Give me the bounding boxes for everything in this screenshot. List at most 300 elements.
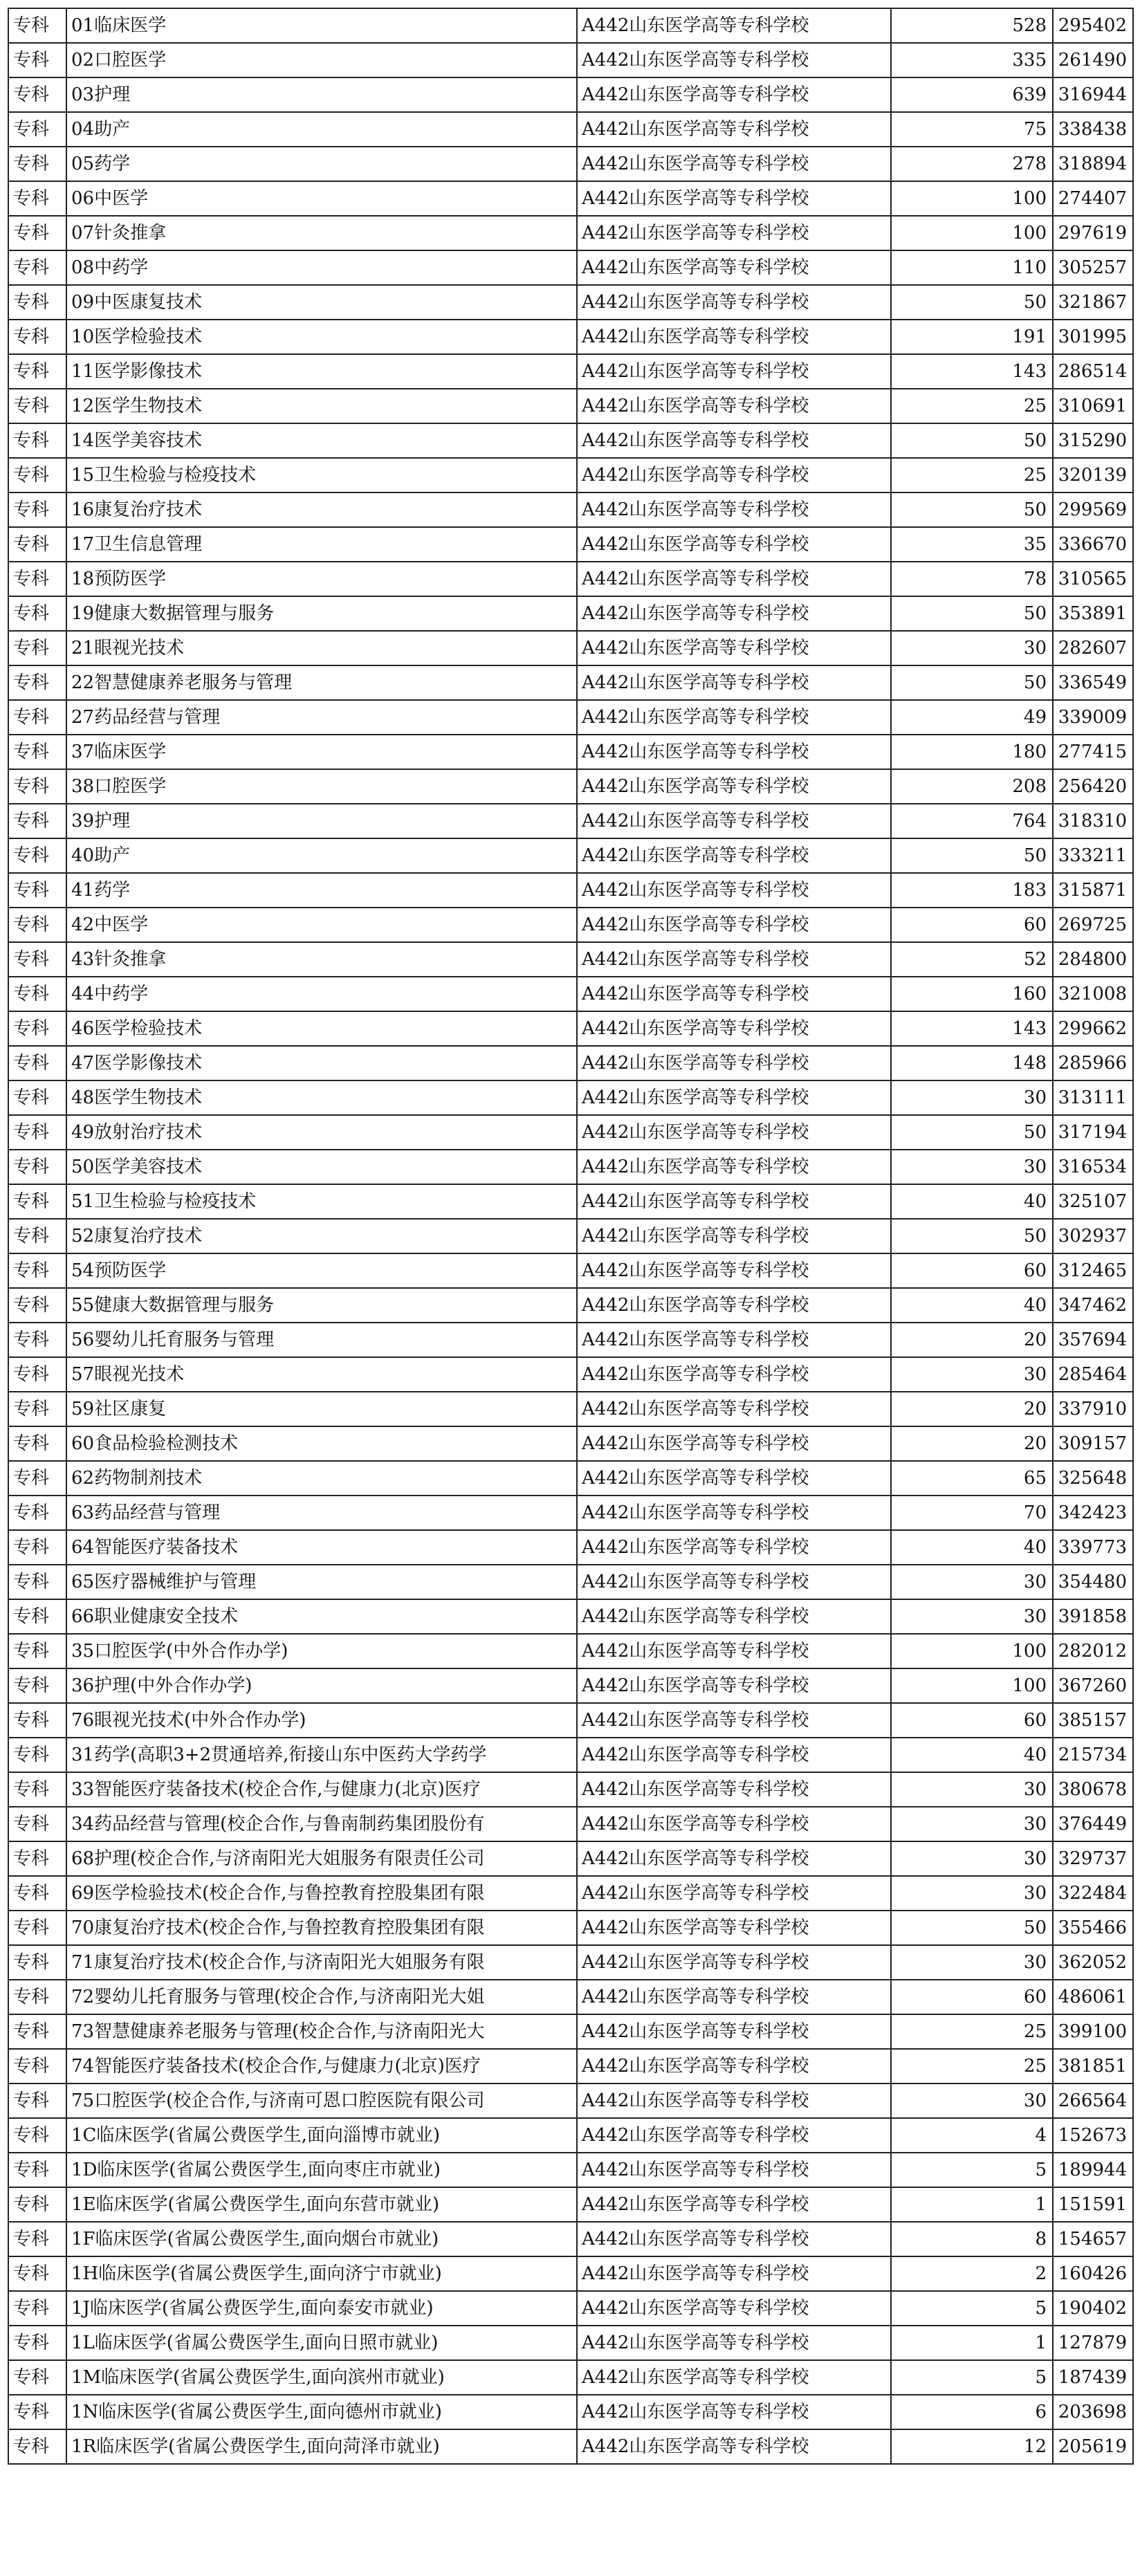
cell-school: A442山东医学高等专科学校 <box>577 389 891 423</box>
cell-rank: 152673 <box>1053 2118 1133 2153</box>
cell-level: 专科 <box>8 8 66 43</box>
cell-plan: 30 <box>891 1150 1053 1184</box>
cell-plan: 100 <box>891 181 1053 216</box>
table-row <box>8 1807 1133 1841</box>
table-row <box>8 147 1133 181</box>
cell-plan: 50 <box>891 1219 1053 1253</box>
table-row <box>8 1876 1133 1911</box>
cell-major: 64智能医疗装备技术 <box>66 1530 577 1565</box>
cell-level: 专科 <box>8 285 66 320</box>
cell-rank: 286514 <box>1053 354 1133 389</box>
cell-rank: 322484 <box>1053 1876 1133 1911</box>
cell-level: 专科 <box>8 838 66 873</box>
table-row <box>8 873 1133 908</box>
cell-major: 1C临床医学(省属公费医学生,面向淄博市就业) <box>66 2118 577 2153</box>
cell-major: 05药学 <box>66 147 577 181</box>
cell-plan: 50 <box>891 665 1053 700</box>
cell-level: 专科 <box>8 562 66 596</box>
cell-plan: 1 <box>891 2326 1053 2360</box>
table-row <box>8 804 1133 838</box>
table-row <box>8 2083 1133 2118</box>
cell-rank: 338438 <box>1053 112 1133 147</box>
table-row <box>8 1980 1133 2014</box>
table-row <box>8 43 1133 77</box>
cell-major: 56婴幼儿托育服务与管理 <box>66 1323 577 1357</box>
cell-level: 专科 <box>8 2291 66 2326</box>
cell-level: 专科 <box>8 1703 66 1738</box>
cell-rank: 333211 <box>1053 838 1133 873</box>
cell-plan: 20 <box>891 1392 1053 1426</box>
table-row <box>8 2118 1133 2153</box>
table-row <box>8 2429 1133 2464</box>
table-row <box>8 1219 1133 1253</box>
table-row <box>8 1565 1133 1599</box>
table-row <box>8 285 1133 320</box>
cell-school: A442山东医学高等专科学校 <box>577 493 891 527</box>
cell-rank: 325648 <box>1053 1461 1133 1496</box>
cell-major: 07针灸推拿 <box>66 216 577 250</box>
cell-school: A442山东医学高等专科学校 <box>577 2083 891 2118</box>
cell-rank: 385157 <box>1053 1703 1133 1738</box>
cell-school: A442山东医学高等专科学校 <box>577 908 891 942</box>
cell-school: A442山东医学高等专科学校 <box>577 2360 891 2395</box>
cell-rank: 486061 <box>1053 1980 1133 2014</box>
cell-level: 专科 <box>8 2360 66 2395</box>
cell-rank: 310565 <box>1053 562 1133 596</box>
cell-school: A442山东医学高等专科学校 <box>577 423 891 458</box>
cell-plan: 2 <box>891 2256 1053 2291</box>
cell-major: 41药学 <box>66 873 577 908</box>
cell-plan: 100 <box>891 1668 1053 1703</box>
cell-level: 专科 <box>8 1219 66 1253</box>
cell-rank: 316534 <box>1053 1150 1133 1184</box>
table-row <box>8 458 1133 493</box>
cell-rank: 274407 <box>1053 181 1133 216</box>
table-row <box>8 354 1133 389</box>
cell-school: A442山东医学高等专科学校 <box>577 43 891 77</box>
cell-school: A442山东医学高等专科学校 <box>577 562 891 596</box>
cell-rank: 310691 <box>1053 389 1133 423</box>
cell-rank: 285464 <box>1053 1357 1133 1392</box>
cell-level: 专科 <box>8 2014 66 2049</box>
cell-rank: 285966 <box>1053 1046 1133 1080</box>
table-row <box>8 1911 1133 1945</box>
table-row <box>8 942 1133 977</box>
cell-major: 44中药学 <box>66 977 577 1011</box>
cell-rank: 309157 <box>1053 1426 1133 1461</box>
table-row <box>8 1357 1133 1392</box>
table-row <box>8 216 1133 250</box>
cell-level: 专科 <box>8 1323 66 1357</box>
cell-plan: 50 <box>891 493 1053 527</box>
cell-plan: 60 <box>891 908 1053 942</box>
cell-plan: 50 <box>891 285 1053 320</box>
cell-school: A442山东医学高等专科学校 <box>577 1219 891 1253</box>
cell-level: 专科 <box>8 1841 66 1876</box>
cell-rank: 282607 <box>1053 631 1133 665</box>
cell-school: A442山东医学高等专科学校 <box>577 1253 891 1288</box>
cell-level: 专科 <box>8 1738 66 1772</box>
cell-plan: 5 <box>891 2360 1053 2395</box>
cell-level: 专科 <box>8 1046 66 1080</box>
cell-level: 专科 <box>8 1288 66 1323</box>
cell-major: 62药物制剂技术 <box>66 1461 577 1496</box>
cell-major: 1L临床医学(省属公费医学生,面向日照市就业) <box>66 2326 577 2360</box>
cell-plan: 40 <box>891 1530 1053 1565</box>
table-row <box>8 1496 1133 1530</box>
cell-rank: 336549 <box>1053 665 1133 700</box>
cell-level: 专科 <box>8 112 66 147</box>
table-row <box>8 838 1133 873</box>
cell-school: A442山东医学高等专科学校 <box>577 2014 891 2049</box>
cell-plan: 100 <box>891 216 1053 250</box>
table-body <box>8 8 1133 2464</box>
table-row <box>8 1703 1133 1738</box>
cell-level: 专科 <box>8 665 66 700</box>
cell-rank: 189944 <box>1053 2153 1133 2187</box>
cell-plan: 30 <box>891 631 1053 665</box>
cell-major: 39护理 <box>66 804 577 838</box>
cell-school: A442山东医学高等专科学校 <box>577 596 891 631</box>
cell-level: 专科 <box>8 1876 66 1911</box>
table-row <box>8 2256 1133 2291</box>
table-row <box>8 1046 1133 1080</box>
cell-plan: 30 <box>891 1357 1053 1392</box>
cell-rank: 339773 <box>1053 1530 1133 1565</box>
cell-major: 03护理 <box>66 77 577 112</box>
cell-rank: 380678 <box>1053 1772 1133 1807</box>
cell-school: A442山东医学高等专科学校 <box>577 2326 891 2360</box>
cell-rank: 301995 <box>1053 320 1133 354</box>
cell-school: A442山东医学高等专科学校 <box>577 1323 891 1357</box>
cell-level: 专科 <box>8 2256 66 2291</box>
cell-plan: 8 <box>891 2222 1053 2256</box>
cell-major: 1D临床医学(省属公费医学生,面向枣庄市就业) <box>66 2153 577 2187</box>
cell-plan: 40 <box>891 1184 1053 1219</box>
table-row <box>8 769 1133 804</box>
cell-rank: 154657 <box>1053 2222 1133 2256</box>
table-row <box>8 2360 1133 2395</box>
cell-level: 专科 <box>8 873 66 908</box>
cell-major: 35口腔医学(中外合作办学) <box>66 1634 577 1668</box>
cell-major: 63药品经营与管理 <box>66 1496 577 1530</box>
table-row <box>8 2326 1133 2360</box>
cell-school: A442山东医学高等专科学校 <box>577 1634 891 1668</box>
cell-plan: 12 <box>891 2429 1053 2464</box>
cell-major: 71康复治疗技术(校企合作,与济南阳光大姐服务有限 <box>66 1945 577 1980</box>
cell-rank: 367260 <box>1053 1668 1133 1703</box>
cell-level: 专科 <box>8 1668 66 1703</box>
cell-school: A442山东医学高等专科学校 <box>577 216 891 250</box>
cell-level: 专科 <box>8 769 66 804</box>
cell-rank: 329737 <box>1053 1841 1133 1876</box>
table-row <box>8 1184 1133 1219</box>
cell-rank: 277415 <box>1053 735 1133 769</box>
cell-plan: 180 <box>891 735 1053 769</box>
cell-level: 专科 <box>8 423 66 458</box>
cell-major: 37临床医学 <box>66 735 577 769</box>
cell-plan: 4 <box>891 2118 1053 2153</box>
cell-school: A442山东医学高等专科学校 <box>577 1046 891 1080</box>
cell-plan: 30 <box>891 1772 1053 1807</box>
cell-school: A442山东医学高等专科学校 <box>577 250 891 285</box>
cell-plan: 5 <box>891 2291 1053 2326</box>
table-row <box>8 8 1133 43</box>
cell-school: A442山东医学高等专科学校 <box>577 112 891 147</box>
cell-rank: 357694 <box>1053 1323 1133 1357</box>
cell-rank: 353891 <box>1053 596 1133 631</box>
cell-level: 专科 <box>8 2083 66 2118</box>
cell-school: A442山东医学高等专科学校 <box>577 1772 891 1807</box>
cell-major: 1J临床医学(省属公费医学生,面向泰安市就业) <box>66 2291 577 2326</box>
cell-level: 专科 <box>8 1634 66 1668</box>
table-row <box>8 1461 1133 1496</box>
cell-level: 专科 <box>8 700 66 735</box>
table-row <box>8 1080 1133 1115</box>
table-row <box>8 2395 1133 2429</box>
cell-major: 04助产 <box>66 112 577 147</box>
table-row <box>8 423 1133 458</box>
cell-rank: 299662 <box>1053 1011 1133 1046</box>
cell-plan: 278 <box>891 147 1053 181</box>
cell-plan: 50 <box>891 1115 1053 1150</box>
cell-school: A442山东医学高等专科学校 <box>577 147 891 181</box>
cell-rank: 305257 <box>1053 250 1133 285</box>
cell-major: 06中医学 <box>66 181 577 216</box>
cell-school: A442山东医学高等专科学校 <box>577 1288 891 1323</box>
table-row <box>8 389 1133 423</box>
table-row <box>8 665 1133 700</box>
cell-plan: 143 <box>891 1011 1053 1046</box>
cell-major: 49放射治疗技术 <box>66 1115 577 1150</box>
cell-rank: 205619 <box>1053 2429 1133 2464</box>
table-row <box>8 596 1133 631</box>
cell-major: 19健康大数据管理与服务 <box>66 596 577 631</box>
cell-rank: 391858 <box>1053 1599 1133 1634</box>
cell-plan: 183 <box>891 873 1053 908</box>
cell-school: A442山东医学高等专科学校 <box>577 1184 891 1219</box>
cell-plan: 30 <box>891 2083 1053 2118</box>
cell-rank: 127879 <box>1053 2326 1133 2360</box>
table-row <box>8 631 1133 665</box>
table-row <box>8 700 1133 735</box>
cell-major: 1E临床医学(省属公费医学生,面向东营市就业) <box>66 2187 577 2222</box>
cell-level: 专科 <box>8 1253 66 1288</box>
cell-major: 16康复治疗技术 <box>66 493 577 527</box>
cell-level: 专科 <box>8 2222 66 2256</box>
cell-plan: 49 <box>891 700 1053 735</box>
cell-rank: 302937 <box>1053 1219 1133 1253</box>
table-row <box>8 112 1133 147</box>
cell-major: 48医学生物技术 <box>66 1080 577 1115</box>
cell-major: 76眼视光技术(中外合作办学) <box>66 1703 577 1738</box>
cell-major: 75口腔医学(校企合作,与济南可恩口腔医院有限公司 <box>66 2083 577 2118</box>
cell-school: A442山东医学高等专科学校 <box>577 1980 891 2014</box>
cell-school: A442山东医学高等专科学校 <box>577 2256 891 2291</box>
cell-level: 专科 <box>8 320 66 354</box>
table-row <box>8 320 1133 354</box>
cell-major: 11医学影像技术 <box>66 354 577 389</box>
cell-level: 专科 <box>8 735 66 769</box>
cell-rank: 261490 <box>1053 43 1133 77</box>
cell-school: A442山东医学高等专科学校 <box>577 285 891 320</box>
cell-plan: 30 <box>891 1876 1053 1911</box>
cell-plan: 5 <box>891 2153 1053 2187</box>
cell-school: A442山东医学高等专科学校 <box>577 804 891 838</box>
cell-major: 33智能医疗装备技术(校企合作,与健康力(北京)医疗 <box>66 1772 577 1807</box>
cell-plan: 30 <box>891 1807 1053 1841</box>
cell-level: 专科 <box>8 216 66 250</box>
cell-level: 专科 <box>8 1461 66 1496</box>
cell-rank: 256420 <box>1053 769 1133 804</box>
cell-level: 专科 <box>8 1357 66 1392</box>
cell-school: A442山东医学高等专科学校 <box>577 181 891 216</box>
cell-level: 专科 <box>8 942 66 977</box>
table-row <box>8 1599 1133 1634</box>
cell-level: 专科 <box>8 1150 66 1184</box>
cell-plan: 764 <box>891 804 1053 838</box>
cell-school: A442山东医学高等专科学校 <box>577 2118 891 2153</box>
table-row <box>8 1530 1133 1565</box>
cell-level: 专科 <box>8 804 66 838</box>
cell-rank: 325107 <box>1053 1184 1133 1219</box>
table-row <box>8 493 1133 527</box>
cell-plan: 40 <box>891 1288 1053 1323</box>
cell-school: A442山东医学高等专科学校 <box>577 700 891 735</box>
cell-level: 专科 <box>8 2429 66 2464</box>
cell-major: 74智能医疗装备技术(校企合作,与健康力(北京)医疗 <box>66 2049 577 2083</box>
cell-major: 10医学检验技术 <box>66 320 577 354</box>
cell-school: A442山东医学高等专科学校 <box>577 735 891 769</box>
cell-school: A442山东医学高等专科学校 <box>577 1530 891 1565</box>
cell-school: A442山东医学高等专科学校 <box>577 1357 891 1392</box>
cell-rank: 355466 <box>1053 1911 1133 1945</box>
table-row <box>8 181 1133 216</box>
cell-plan: 30 <box>891 1599 1053 1634</box>
cell-major: 1N临床医学(省属公费医学生,面向德州市就业) <box>66 2395 577 2429</box>
cell-rank: 347462 <box>1053 1288 1133 1323</box>
cell-plan: 25 <box>891 2049 1053 2083</box>
cell-major: 73智慧健康养老服务与管理(校企合作,与济南阳光大 <box>66 2014 577 2049</box>
cell-major: 60食品检验检测技术 <box>66 1426 577 1461</box>
cell-major: 18预防医学 <box>66 562 577 596</box>
cell-level: 专科 <box>8 1011 66 1046</box>
cell-school: A442山东医学高等专科学校 <box>577 8 891 43</box>
cell-level: 专科 <box>8 1772 66 1807</box>
cell-level: 专科 <box>8 1184 66 1219</box>
cell-rank: 318894 <box>1053 147 1133 181</box>
cell-major: 55健康大数据管理与服务 <box>66 1288 577 1323</box>
cell-level: 专科 <box>8 1426 66 1461</box>
cell-major: 1H临床医学(省属公费医学生,面向济宁市就业) <box>66 2256 577 2291</box>
cell-rank: 342423 <box>1053 1496 1133 1530</box>
cell-plan: 25 <box>891 458 1053 493</box>
cell-major: 21眼视光技术 <box>66 631 577 665</box>
cell-major: 43针灸推拿 <box>66 942 577 977</box>
cell-major: 09中医康复技术 <box>66 285 577 320</box>
cell-plan: 30 <box>891 1945 1053 1980</box>
table-row <box>8 2014 1133 2049</box>
cell-rank: 282012 <box>1053 1634 1133 1668</box>
cell-rank: 315871 <box>1053 873 1133 908</box>
cell-plan: 65 <box>891 1461 1053 1496</box>
table-row <box>8 2049 1133 2083</box>
cell-rank: 317194 <box>1053 1115 1133 1150</box>
cell-level: 专科 <box>8 1080 66 1115</box>
cell-rank: 312465 <box>1053 1253 1133 1288</box>
cell-level: 专科 <box>8 493 66 527</box>
cell-major: 38口腔医学 <box>66 769 577 804</box>
cell-level: 专科 <box>8 1807 66 1841</box>
cell-school: A442山东医学高等专科学校 <box>577 1876 891 1911</box>
table-row <box>8 2222 1133 2256</box>
cell-school: A442山东医学高等专科学校 <box>577 1392 891 1426</box>
table-row <box>8 1841 1133 1876</box>
table-row <box>8 1288 1133 1323</box>
cell-plan: 100 <box>891 1634 1053 1668</box>
cell-school: A442山东医学高等专科学校 <box>577 942 891 977</box>
cell-rank: 299569 <box>1053 493 1133 527</box>
table-row <box>8 1668 1133 1703</box>
cell-rank: 151591 <box>1053 2187 1133 2222</box>
cell-rank: 190402 <box>1053 2291 1133 2326</box>
cell-major: 50医学美容技术 <box>66 1150 577 1184</box>
cell-major: 15卫生检验与检疫技术 <box>66 458 577 493</box>
cell-rank: 215734 <box>1053 1738 1133 1772</box>
cell-school: A442山东医学高等专科学校 <box>577 1807 891 1841</box>
cell-level: 专科 <box>8 1565 66 1599</box>
cell-level: 专科 <box>8 1392 66 1426</box>
table-row <box>8 562 1133 596</box>
cell-major: 42中医学 <box>66 908 577 942</box>
cell-school: A442山东医学高等专科学校 <box>577 665 891 700</box>
cell-major: 01临床医学 <box>66 8 577 43</box>
cell-plan: 78 <box>891 562 1053 596</box>
cell-major: 47医学影像技术 <box>66 1046 577 1080</box>
cell-major: 17卫生信息管理 <box>66 527 577 562</box>
cell-major: 34药品经营与管理(校企合作,与鲁南制药集团股份有 <box>66 1807 577 1841</box>
cell-school: A442山东医学高等专科学校 <box>577 1703 891 1738</box>
table-row <box>8 1323 1133 1357</box>
cell-school: A442山东医学高等专科学校 <box>577 1496 891 1530</box>
cell-level: 专科 <box>8 1599 66 1634</box>
cell-plan: 6 <box>891 2395 1053 2429</box>
cell-level: 专科 <box>8 1980 66 2014</box>
cell-school: A442山东医学高等专科学校 <box>577 458 891 493</box>
cell-level: 专科 <box>8 596 66 631</box>
cell-plan: 50 <box>891 838 1053 873</box>
cell-rank: 376449 <box>1053 1807 1133 1841</box>
cell-rank: 313111 <box>1053 1080 1133 1115</box>
cell-plan: 60 <box>891 1980 1053 2014</box>
cell-rank: 284800 <box>1053 942 1133 977</box>
cell-school: A442山东医学高等专科学校 <box>577 2187 891 2222</box>
cell-major: 1M临床医学(省属公费医学生,面向滨州市就业) <box>66 2360 577 2395</box>
cell-major: 66职业健康安全技术 <box>66 1599 577 1634</box>
table-row <box>8 77 1133 112</box>
cell-school: A442山东医学高等专科学校 <box>577 1911 891 1945</box>
cell-major: 14医学美容技术 <box>66 423 577 458</box>
cell-rank: 354480 <box>1053 1565 1133 1599</box>
cell-rank: 316944 <box>1053 77 1133 112</box>
cell-rank: 203698 <box>1053 2395 1133 2429</box>
cell-plan: 25 <box>891 389 1053 423</box>
cell-major: 51卫生检验与检疫技术 <box>66 1184 577 1219</box>
cell-school: A442山东医学高等专科学校 <box>577 1668 891 1703</box>
table-row <box>8 2291 1133 2326</box>
cell-school: A442山东医学高等专科学校 <box>577 631 891 665</box>
cell-plan: 335 <box>891 43 1053 77</box>
